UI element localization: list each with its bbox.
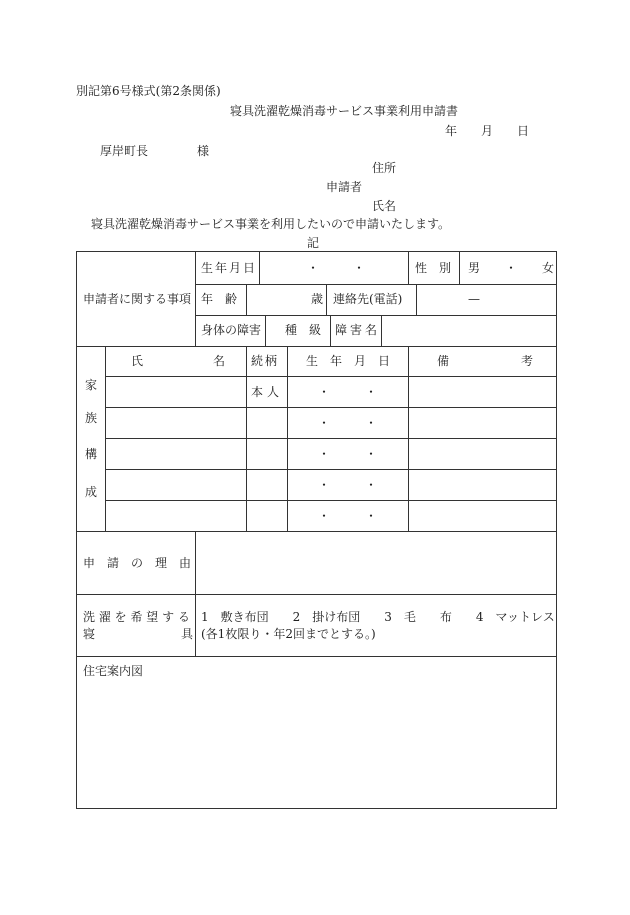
reason-label: 申 請 の 理 由: [83, 556, 192, 570]
family-row-4-dot-1: ・: [318, 478, 331, 492]
contact-label: 連絡先(電話): [333, 292, 403, 306]
address-label: 住所: [372, 161, 397, 175]
form-number: 別記第6号様式(第2条関係): [76, 84, 221, 98]
family-row-1-relation: 本人: [251, 385, 284, 399]
age-unit: 歳: [311, 292, 324, 306]
sex-male: 男: [468, 261, 481, 275]
family-col-remarks-1: 備: [437, 354, 450, 368]
name-label: 氏名: [372, 199, 397, 213]
sex-label: 性 別: [415, 261, 452, 275]
bedding-label-line1: 洗 濯 を 希 望 す る: [83, 610, 190, 624]
birthdate-dot-1: ・: [307, 261, 320, 275]
bedding-label-line2b: 具: [181, 627, 194, 641]
bedding-label-line2a: 寝: [83, 627, 96, 641]
applicant-label: 申請者: [326, 180, 363, 194]
birthdate-label: 生年月日: [201, 261, 258, 275]
bedding-options: 1 敷き布団 2 掛け布団 3 毛 布 4 マットレス: [201, 610, 555, 624]
family-label-char-3: 構: [85, 447, 98, 461]
family-row-3-dot-2: ・: [365, 447, 378, 461]
birthdate-dot-2: ・: [353, 261, 366, 275]
family-col-name-1: 氏: [131, 354, 144, 368]
family-label-char-1: 家: [85, 378, 98, 392]
addressee: 厚岸町長: [100, 144, 149, 158]
family-row-1-dot-1: ・: [318, 385, 331, 399]
family-col-remarks-2: 考: [521, 354, 534, 368]
age-label: 年 齢: [201, 292, 238, 306]
phone-dash: —: [468, 292, 480, 306]
family-col-birthdate: 生 年 月 日: [306, 354, 391, 368]
bedding-note: (各1枚限り・年2回までとする。): [201, 627, 376, 641]
grade-label: 種 級: [285, 323, 322, 337]
ki-label: 記: [307, 236, 320, 250]
honorific: 様: [197, 144, 210, 158]
disability-name-label: 障害名: [335, 323, 381, 337]
family-row-4-dot-2: ・: [365, 478, 378, 492]
family-row-2-dot-2: ・: [365, 416, 378, 430]
family-row-1-dot-2: ・: [365, 385, 378, 399]
sex-female: 女: [542, 261, 555, 275]
family-row-3-dot-1: ・: [318, 447, 331, 461]
map-label: 住宅案内図: [83, 664, 144, 678]
family-col-name-2: 名: [213, 354, 226, 368]
disability-label: 身体の障害: [201, 323, 262, 337]
family-label-char-4: 成: [85, 485, 98, 499]
date-year-label: 年: [445, 124, 458, 138]
family-label-char-2: 族: [85, 411, 98, 425]
document-title: 寝具洗濯乾燥消毒サービス事業利用申請書: [230, 104, 459, 118]
family-row-5-dot-1: ・: [318, 509, 331, 523]
date-month-label: 月: [481, 124, 494, 138]
sex-separator: ・: [505, 261, 518, 275]
application-form-table: [76, 251, 557, 809]
date-day-label: 日: [517, 124, 530, 138]
applicant-section-label: 申請者に関する事項: [83, 292, 192, 306]
family-row-2-dot-1: ・: [318, 416, 331, 430]
family-row-5-dot-2: ・: [365, 509, 378, 523]
application-statement: 寝具洗濯乾燥消毒サービス事業を利用したいので申請いたします。: [91, 217, 451, 231]
family-col-relation: 続柄: [251, 354, 280, 368]
